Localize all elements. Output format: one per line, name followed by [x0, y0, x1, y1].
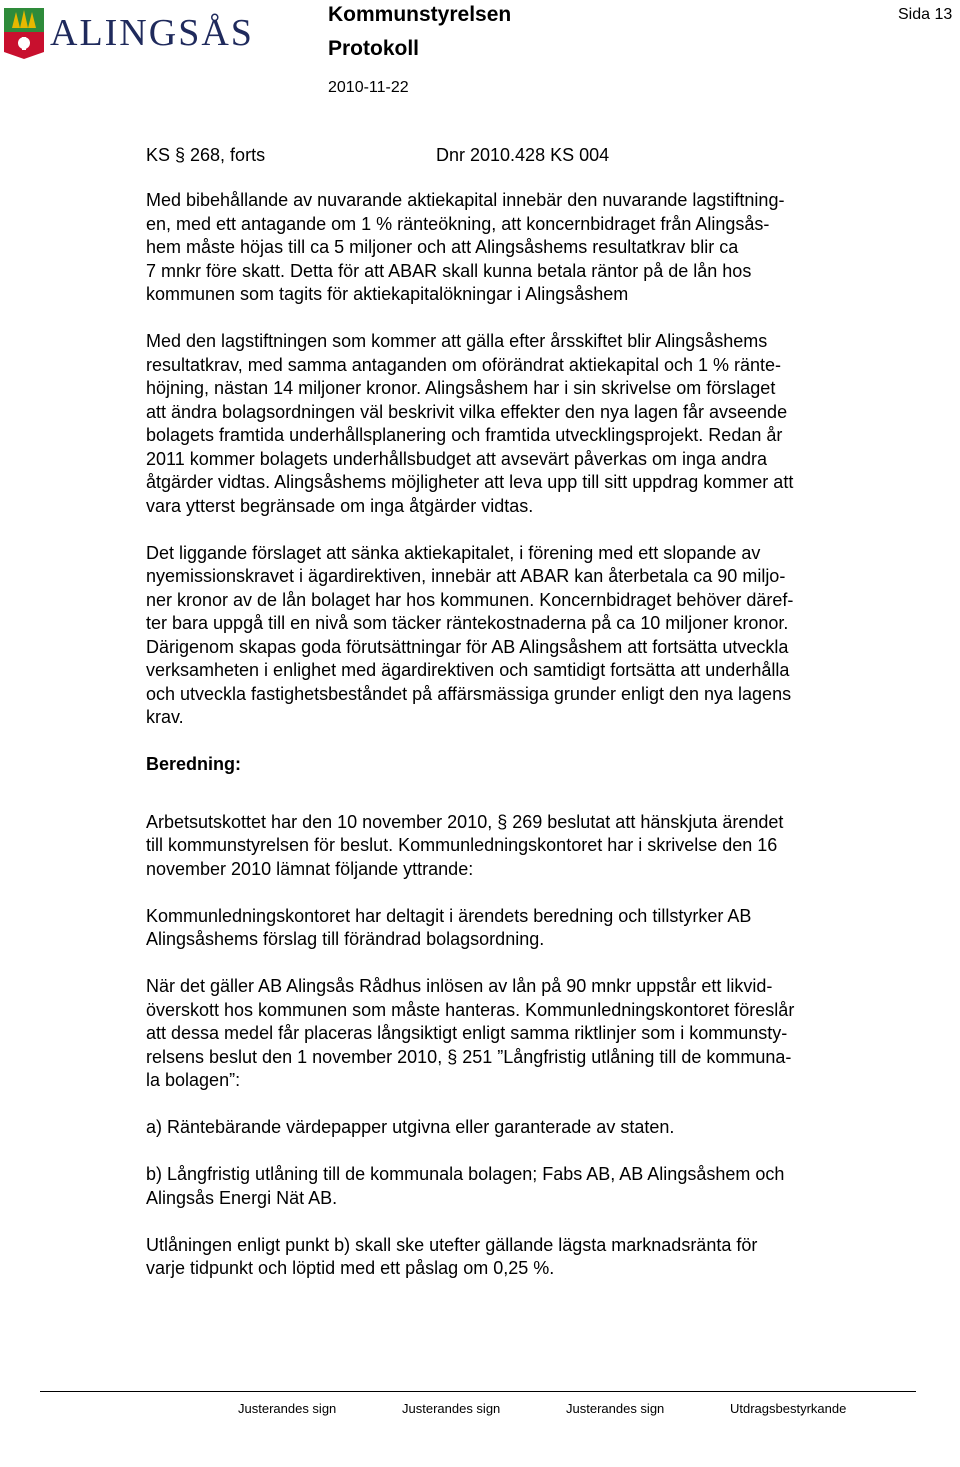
meeting-date: 2010-11-22	[328, 79, 409, 96]
signature-field-3: Justerandes sign	[566, 1401, 665, 1416]
section-heading: Beredning:	[146, 754, 242, 774]
signature-field-2: Justerandes sign	[402, 1401, 501, 1416]
paragraph: Med den lagstiftningen som kommer att gälla efter årsskiftet blir Alingsåshems resultatkrav, med samma antaganden om oförändrat aktiekapital och 1 % ränte- höjning, nästan 14 miljoner kronor. Alingsåshem har i sin skrivelse om förslaget att ändra bolagsordningen väl beskrivit vilka effekter den nya lagen får avseende bolagets framtida underhållsplanering och framtida utvecklingsprojekt. Redan år 2011 kommer bolagets underhållsbudget att avsevärt påverkas om inga andra åtgärder vidtas. Alingsåshems möjligheter att leva upp till sitt uppdrag kommer att vara ytterst begränsade om inga åtgärder vidtas.	[146, 331, 794, 516]
signature-field-1: Justerandes sign	[238, 1401, 337, 1416]
page-number: Sida 13	[898, 6, 953, 23]
paragraph: Kommunledningskontoret har deltagit i ärendets beredning och tillstyrker AB Alingsåshems förslag till förändrad bolagsordning.	[146, 905, 752, 949]
municipality-logo	[2, 6, 258, 60]
dnr-reference: Dnr 2010.428 KS 004	[436, 145, 610, 165]
footer-divider	[40, 1391, 916, 1392]
paragraph: Det liggande förslaget att sänka aktiekapitalet, i förening med ett slopande av nyemissionskravet i ägardirektiven, innebär att ABAR kan återbetala ca 90 miljo- ner kronor av de lån bolaget har hos kommunen. Koncernbidraget behöver däref- ter bara uppgå till en nivå som täcker räntekostnaderna på ca 10 miljoner kronor. Därigenom skapas goda förutsättningar för AB Alingsåshem att fortsätta utveckla verksamheten i enlighet med ägardirektiven och samtidigt fortsätta att underhålla och utveckla fastighetsbeståndet på affärsmässiga grunder enligt den nya lagens krav.	[146, 542, 794, 727]
paragraph: Arbetsutskottet har den 10 november 2010, § 269 beslutat att hänskjuta ärendet till kommunstyrelsen för beslut. Kommunledningskontoret har i skrivelse den 16 november 2010 lämnat följande yttrande:	[146, 811, 784, 879]
logo-wordmark: ALINGSÅS	[50, 12, 254, 54]
coat-of-arms-icon	[2, 6, 46, 60]
document-type: Protokoll	[328, 37, 420, 60]
paragraph: Utlåningen enligt punkt b) skall ske utefter gällande lägsta marknadsränta för varje tidpunkt och löptid med ett påslag om 0,25 %.	[146, 1234, 758, 1278]
paragraph: Med bibehållande av nuvarande aktiekapital innebär den nuvarande lagstiftning- en, med ett antagande om 1 % ränteökning, att koncernbidraget från Alingsås- hem måste höjas till ca 5 miljoner och att Alingsåshems resultatkrav blir ca 7 mnkr före skatt. Detta för att ABAR skall kunna betala räntor på de lån hos kommunen som tagits för aktiekapitalökningar i Alingsåshem	[146, 190, 785, 304]
list-item: a) Räntebärande värdepapper utgivna eller garanterade av staten.	[146, 1117, 675, 1137]
protocol-body	[146, 189, 891, 1304]
case-reference: KS § 268, forts	[146, 145, 266, 165]
committee-title: Kommunstyrelsen	[328, 3, 512, 26]
paragraph: När det gäller AB Alingsås Rådhus inlösen av lån på 90 mnkr uppstår ett likvid- överskott hos kommunen som måste hanteras. Kommunledningskontoret föreslår att dessa medel får placeras långsiktigt enligt samma riktlinjer som i kommunsty- relsens beslut den 1 november 2010, § 251 ”Långfristig utlåning till de kommuna- la bolagen”:	[146, 976, 795, 1090]
extract-certification: Utdragsbestyrkande	[730, 1401, 847, 1416]
list-item: b) Långfristig utlåning till de kommunala bolagen; Fabs AB, AB Alingsåshem och Alingsås Energi Nät AB.	[146, 1164, 785, 1208]
